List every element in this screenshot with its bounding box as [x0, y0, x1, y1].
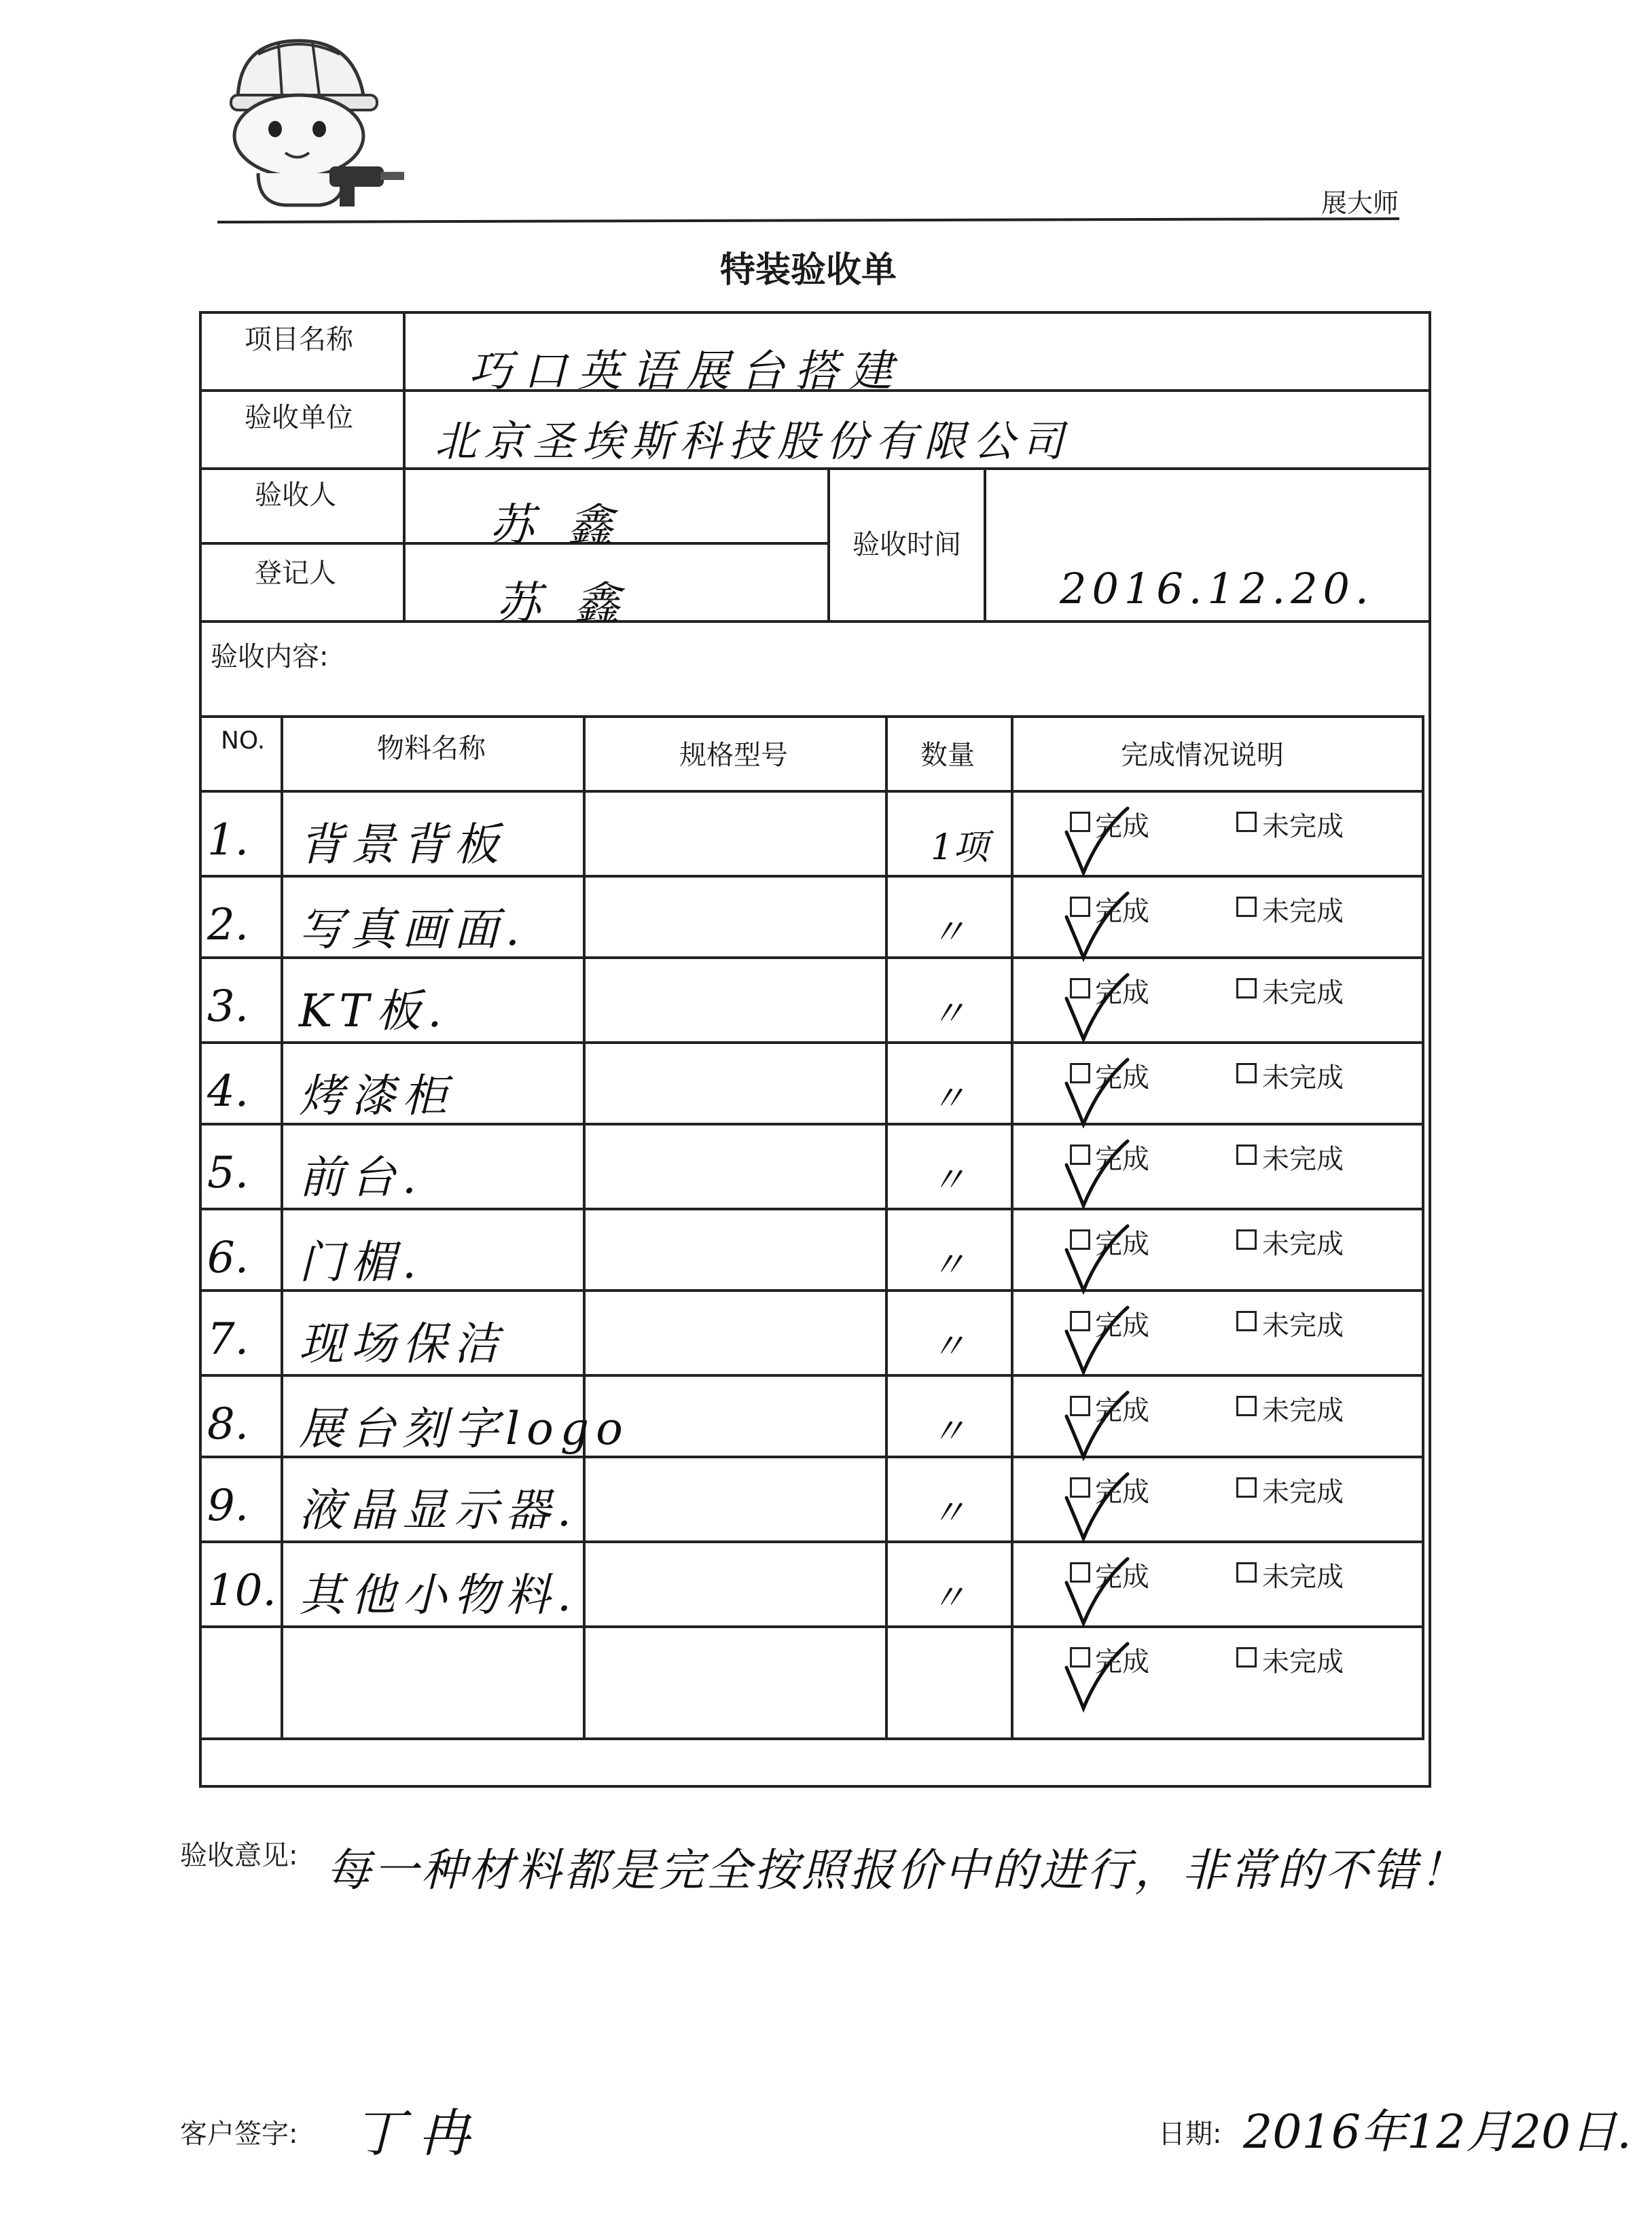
row-no: 10.	[207, 1566, 276, 1616]
row-qty: 〃	[931, 1493, 967, 1534]
row-qty: 〃	[931, 1160, 967, 1201]
opinion-value: 每一种材料都是完全按照报价中的进行，非常的不错！	[326, 1844, 1467, 1896]
signature-label: 客户签字:	[180, 2119, 298, 2150]
row-qty: 〃	[931, 912, 967, 953]
not-done-checkbox[interactable]	[1236, 897, 1257, 917]
registrar-value: 苏鑫	[496, 577, 653, 630]
row-no: 4.	[207, 1066, 249, 1117]
not-done-checkbox[interactable]	[1236, 1477, 1257, 1498]
check-mark-icon	[1060, 1223, 1134, 1297]
date-value: 2016年12月20日.	[1243, 2106, 1632, 2159]
not-done-checkbox[interactable]	[1236, 1229, 1257, 1250]
check-mark-icon	[1060, 1389, 1134, 1464]
row-no: 2.	[207, 900, 249, 950]
not-done-option-label: 未完成	[1262, 1229, 1344, 1260]
project-name-label: 项目名称	[245, 324, 353, 355]
col-qty: 数量	[920, 740, 975, 771]
done-option-label: 完成	[1095, 1310, 1149, 1341]
row-name: KT板.	[299, 985, 449, 1037]
not-done-option-label: 未完成	[1262, 977, 1344, 1009]
not-done-option-label: 未完成	[1262, 1562, 1344, 1593]
not-done-checkbox[interactable]	[1236, 1396, 1257, 1416]
row-name: 烤漆柜	[299, 1070, 454, 1122]
row-name: 展台刻字logo	[299, 1403, 630, 1455]
not-done-option-label: 未完成	[1262, 811, 1344, 842]
check-mark-icon	[1060, 1471, 1134, 1545]
not-done-option-label: 未完成	[1262, 1144, 1344, 1175]
row-name: 背景背板	[299, 818, 505, 871]
not-done-option-label: 未完成	[1262, 1646, 1344, 1678]
check-mark-icon	[1060, 1056, 1134, 1131]
brand-name: 展大师	[1321, 188, 1399, 218]
done-option-label: 完成	[1095, 1062, 1149, 1094]
done-option-label: 完成	[1095, 1229, 1149, 1260]
done-option-label: 完成	[1095, 977, 1149, 1009]
row-no: 5.	[207, 1148, 249, 1198]
not-done-checkbox[interactable]	[1236, 1144, 1257, 1165]
row-qty: 〃	[931, 1245, 967, 1286]
signature-value: 丁冉	[353, 2103, 484, 2163]
check-mark-icon	[1060, 1555, 1134, 1630]
row-no: 3.	[207, 981, 249, 1032]
not-done-option-label: 未完成	[1262, 1062, 1344, 1094]
done-option-label: 完成	[1095, 1144, 1149, 1175]
row-name: 其他小物料.	[299, 1569, 578, 1621]
row-no: 6.	[207, 1233, 249, 1283]
row-qty: 〃	[931, 1578, 967, 1619]
registrar-label: 登记人	[255, 558, 336, 589]
done-option-label: 完成	[1095, 1646, 1149, 1678]
row-qty: 〃	[931, 1079, 967, 1119]
done-option-label: 完成	[1095, 1562, 1149, 1593]
done-option-label: 完成	[1095, 1395, 1149, 1426]
opinion-label: 验收意见:	[180, 1840, 298, 1871]
row-no: 7.	[207, 1314, 249, 1365]
inspector-label: 验收人	[255, 480, 336, 511]
row-name: 前台.	[299, 1151, 423, 1204]
row-no: 8.	[207, 1399, 249, 1449]
check-mark-icon	[1060, 890, 1134, 965]
page-title: 特装验收单	[720, 250, 897, 291]
project-name-value: 巧口英语展台搭建	[469, 346, 903, 397]
inspector-value: 苏鑫	[489, 499, 647, 552]
row-no: 9.	[207, 1481, 249, 1531]
time-value: 2016.12.20.	[1060, 564, 1374, 613]
time-label: 验收时间	[852, 529, 961, 560]
not-done-checkbox[interactable]	[1236, 812, 1257, 832]
done-option-label: 完成	[1095, 896, 1149, 927]
check-mark-icon	[1060, 971, 1134, 1046]
not-done-checkbox[interactable]	[1236, 1562, 1257, 1583]
row-qty: 1项	[931, 827, 989, 868]
col-status: 完成情况说明	[1121, 740, 1284, 771]
unit-label: 验收单位	[245, 402, 353, 433]
check-mark-icon	[1060, 1304, 1134, 1379]
done-option-label: 完成	[1095, 811, 1149, 842]
row-name: 液晶显示器.	[299, 1484, 578, 1536]
not-done-option-label: 未完成	[1262, 896, 1344, 927]
content-label: 验收内容:	[211, 641, 329, 672]
not-done-option-label: 未完成	[1262, 1477, 1344, 1508]
row-name: 现场保洁	[299, 1318, 505, 1370]
not-done-checkbox[interactable]	[1236, 1647, 1257, 1668]
row-qty: 〃	[931, 1411, 967, 1452]
row-no: 1.	[207, 815, 249, 865]
check-mark-icon	[1060, 805, 1134, 880]
col-spec: 规格型号	[679, 740, 788, 771]
not-done-checkbox[interactable]	[1236, 978, 1257, 998]
date-label: 日期:	[1158, 2119, 1222, 2150]
row-name: 门楣.	[299, 1236, 423, 1288]
row-name: 写真画面.	[299, 903, 526, 956]
check-mark-icon	[1060, 1640, 1134, 1715]
not-done-checkbox[interactable]	[1236, 1311, 1257, 1331]
not-done-option-label: 未完成	[1262, 1395, 1344, 1426]
not-done-checkbox[interactable]	[1236, 1063, 1257, 1083]
col-no: NO.	[221, 727, 266, 755]
unit-value: 北京圣埃斯科技股份有限公司	[435, 416, 1071, 466]
done-option-label: 完成	[1095, 1477, 1149, 1508]
not-done-option-label: 未完成	[1262, 1310, 1344, 1341]
row-qty: 〃	[931, 994, 967, 1034]
col-name: 物料名称	[377, 733, 486, 764]
check-mark-icon	[1060, 1138, 1134, 1212]
row-qty: 〃	[931, 1327, 967, 1367]
